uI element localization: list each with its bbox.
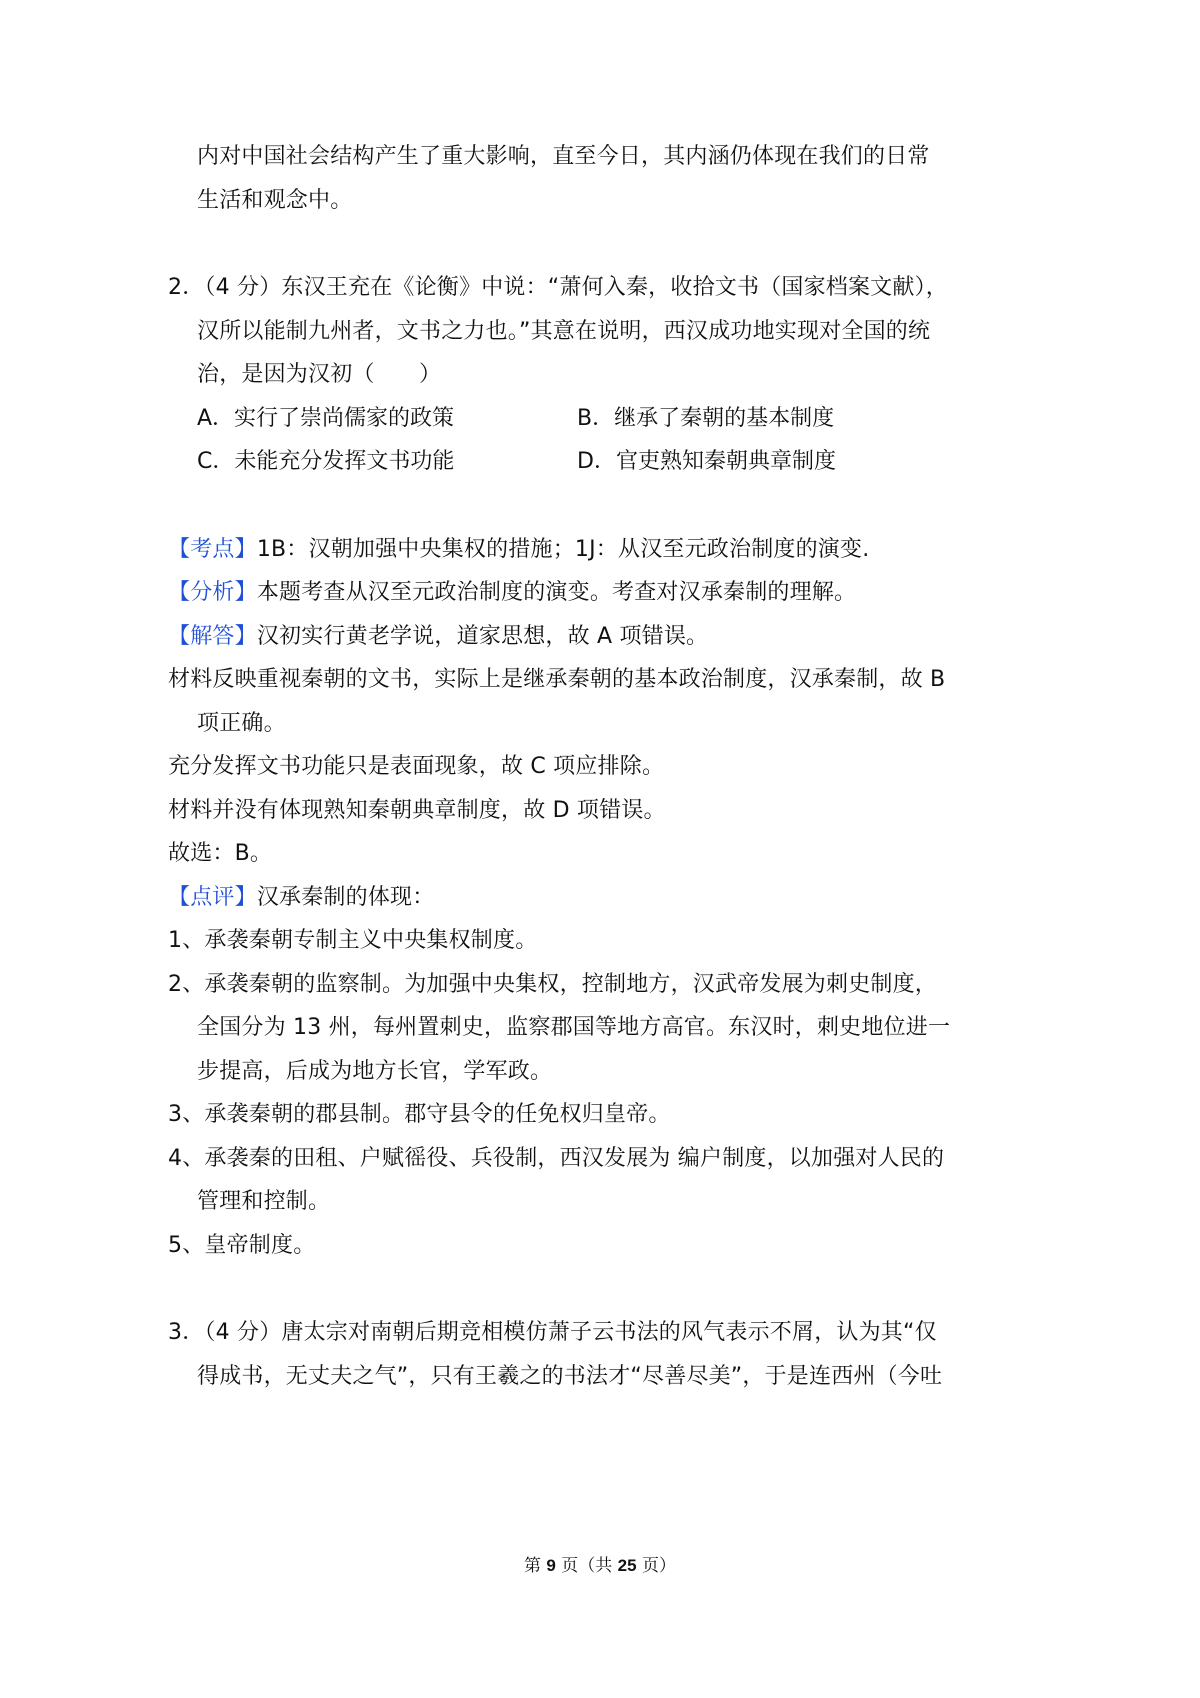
fenxi-line (168, 578, 856, 608)
footer-prefix: 第 (523, 1556, 541, 1576)
fenxi-tag: 【分析】 (168, 580, 257, 605)
dianping-text: 汉承秦制的体现： (256, 885, 435, 910)
fenxi-text: 本题考查从汉至元政治制度的演变。考查对汉承秦制的理解。 (256, 580, 857, 605)
point-3: 3、承袭秦朝的郡县制。郡守县令的任免权归皇帝。 (168, 1102, 671, 1127)
jieda-text: 汉初实行黄老学说，道家思想，故 A 项错误。 (256, 624, 709, 649)
dianping-tag: 【点评】 (168, 885, 257, 910)
q2-option-d: D．官吏熟知秦朝典章制度 (577, 449, 836, 474)
footer-suffix: 页） (642, 1556, 676, 1576)
kaodian-tag: 【考点】 (168, 537, 257, 562)
analysis-line-1: 材料反映重视秦朝的文书，实际上是继承秦朝的基本政治制度，汉承秦制，故 B (168, 667, 946, 692)
q2-stem-line-3: 治，是因为汉初（ ） (197, 362, 442, 387)
jieda-tag: 【解答】 (168, 624, 257, 649)
kaodian-text: 1B：汉朝加强中央集权的措施；1J：从汉至元政治制度的演变. (256, 537, 870, 562)
q2-option-a: A．实行了崇尚儒家的政策 (197, 406, 455, 431)
point-2: 2、承袭秦朝的监察制。为加强中央集权，控制地方，汉武帝发展为刺史制度， (168, 972, 937, 997)
footer-total-pages: 25 (617, 1556, 637, 1575)
analysis-line-5: 故选：B。 (168, 841, 273, 866)
q3-stem-line-1: 3．（4 分）唐太宗对南朝后期竞相模仿萧子云书法的风气表示不屑，认为其“仅 (168, 1320, 937, 1345)
dianping-line (168, 883, 434, 913)
point-1: 1、承袭秦朝专制主义中央集权制度。 (168, 928, 538, 953)
q2-option-b: B．继承了秦朝的基本制度 (577, 406, 835, 431)
analysis-line-3: 充分发挥文书功能只是表面现象，故 C 项应排除。 (168, 754, 665, 779)
q3-stem-line-2: 得成书，无丈夫之气”，只有王羲之的书法才“尽善尽美”，于是连西州（今吐 (197, 1364, 943, 1389)
point-4: 4、承袭秦的田租、户赋徭役、兵役制，西汉发展为 编户制度，以加强对人民的 (168, 1146, 945, 1171)
point-2-cont-1: 全国分为 13 州，每州置刺史，监察郡国等地方高官。东汉时，刺史地位进一 (197, 1015, 951, 1040)
footer-mid: 页（共 (561, 1556, 613, 1576)
analysis-line-4: 材料并没有体现熟知秦朝典章制度，故 D 项错误。 (168, 798, 666, 823)
footer-page-number: 9 (546, 1556, 556, 1575)
analysis-line-2: 项正确。 (197, 711, 286, 736)
continuation-line-2: 生活和观念中。 (197, 188, 353, 213)
jieda-line (168, 622, 708, 652)
continuation-line-1: 内对中国社会结构产生了重大影响，直至今日，其内涵仍体现在我们的日常 (197, 144, 930, 169)
kaodian-line (168, 535, 869, 565)
point-2-cont-2: 步提高，后成为地方长官，学军政。 (197, 1059, 553, 1084)
q2-option-c: C．未能充分发挥文书功能 (197, 449, 455, 474)
q2-stem-line-1: 2．（4 分）东汉王充在《论衡》中说：“萧何入秦，收拾文书（国家档案文献）， (168, 275, 948, 300)
page-footer (0, 1554, 1200, 1578)
point-4-cont: 管理和控制。 (197, 1189, 331, 1214)
q2-stem-line-2: 汉所以能制九州者，文书之力也。”其意在说明，西汉成功地实现对全国的统 (197, 319, 931, 344)
point-5: 5、皇帝制度。 (168, 1233, 316, 1258)
